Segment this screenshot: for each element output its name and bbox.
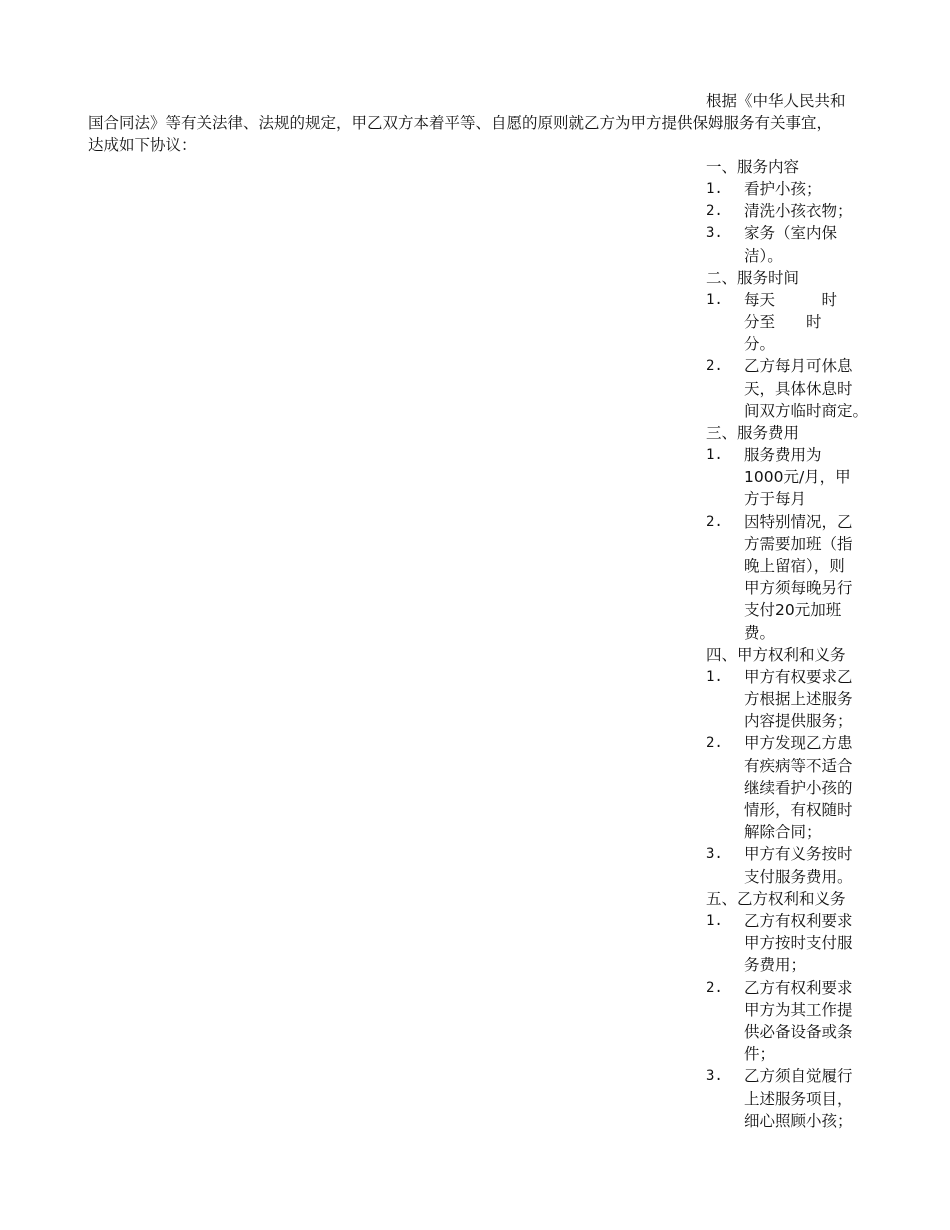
intro-paragraph	[88, 112, 878, 156]
item-text	[744, 444, 876, 511]
item-number: 1.	[706, 668, 723, 685]
section-heading: 五、乙方权利和义务	[706, 889, 846, 908]
item-line: 有疾病等不适合	[744, 756, 853, 775]
item-line: 分。	[744, 335, 776, 354]
item-text	[744, 910, 876, 977]
item-line: 内容提供服务；	[744, 712, 853, 731]
item-number: 2.	[706, 513, 723, 530]
item-text	[744, 222, 876, 266]
intro-first-line: 根据《中华人民共和	[706, 92, 846, 110]
item-number: 3.	[706, 1068, 723, 1085]
item-line: 服务费用为	[744, 446, 822, 465]
item-text	[744, 977, 876, 1066]
item-number: 2.	[706, 203, 723, 220]
section-heading: 四、甲方权利和义务	[706, 645, 846, 664]
list-item	[706, 1065, 876, 1132]
item-line: 甲方有权要求乙	[744, 667, 853, 686]
item-text	[744, 511, 876, 644]
item-number: 1.	[706, 291, 723, 308]
intro-line: 达成如下协议：	[88, 136, 197, 154]
item-number: 3.	[706, 846, 723, 863]
item-number: 3.	[706, 225, 723, 242]
item-line: 天，具体休息时	[744, 379, 853, 398]
item-line: 分至 时	[744, 313, 822, 332]
list-item	[706, 178, 876, 200]
item-line: 因特别情况，乙	[744, 512, 853, 531]
item-line: 甲方有义务按时	[744, 845, 853, 864]
item-text	[744, 289, 876, 356]
list-item	[706, 289, 876, 356]
contract-clauses	[706, 156, 876, 1132]
item-line: 乙方须自觉履行	[744, 1067, 853, 1086]
item-number: 2.	[706, 735, 723, 752]
item-line: 支付服务费用。	[744, 867, 853, 886]
item-line: 上述服务项目，	[744, 1089, 853, 1108]
item-line: 洁）。	[744, 246, 783, 265]
item-line: 务费用；	[744, 956, 807, 975]
item-line: 甲方为其工作提	[744, 1000, 853, 1019]
item-line: 家务（室内保	[744, 224, 838, 243]
list-item	[706, 355, 876, 422]
item-line: 乙方有权利要求	[744, 978, 853, 997]
item-line: 甲方发现乙方患	[744, 734, 853, 753]
item-line: 1000元/月，甲	[744, 468, 851, 487]
item-text	[744, 178, 876, 200]
item-line: 甲方按时支付服	[744, 934, 853, 953]
list-item	[706, 843, 876, 887]
item-number: 1.	[706, 447, 723, 464]
item-line: 解除合同；	[744, 823, 822, 842]
item-text	[744, 843, 876, 887]
item-line: 乙方每月可休息	[744, 357, 853, 376]
item-line: 甲方须每晚另行	[744, 579, 853, 598]
item-line: 间双方临时商定。	[744, 401, 869, 420]
item-line: 每天 时	[744, 290, 838, 309]
item-line: 方根据上述服务	[744, 690, 853, 709]
item-line: 看护小孩；	[744, 180, 822, 198]
item-line: 乙方有权利要求	[744, 911, 853, 930]
item-line: 方需要加班（指	[744, 534, 853, 553]
list-item	[706, 511, 876, 644]
item-line: 细心照顾小孩；	[744, 1111, 853, 1130]
item-text	[744, 732, 876, 843]
item-line: 费。	[744, 623, 776, 642]
item-line: 供必备设备或条	[744, 1022, 853, 1041]
list-item	[706, 910, 876, 977]
list-item	[706, 444, 876, 511]
item-number: 2.	[706, 979, 723, 996]
list-item	[706, 200, 876, 222]
item-text	[744, 200, 876, 222]
item-line: 支付20元加班	[744, 601, 842, 620]
item-line: 件；	[744, 1045, 776, 1064]
item-line: 方于每月	[744, 490, 807, 509]
list-item	[706, 977, 876, 1066]
item-number: 2.	[706, 358, 723, 375]
item-number: 1.	[706, 181, 723, 197]
item-line: 继续看护小孩的	[744, 778, 853, 797]
section-heading: 二、服务时间	[706, 268, 800, 287]
section-heading: 三、服务费用	[706, 424, 800, 443]
section-heading: 一、服务内容	[706, 158, 800, 176]
item-text	[744, 1065, 876, 1132]
item-line: 晚上留宿），则	[744, 557, 845, 576]
list-item	[706, 666, 876, 733]
item-number: 1.	[706, 912, 723, 929]
item-text	[744, 355, 876, 422]
list-item	[706, 732, 876, 843]
item-line: 清洗小孩衣物；	[744, 202, 853, 221]
item-line: 情形，有权随时	[744, 801, 853, 820]
list-item	[706, 222, 876, 266]
intro-line: 国合同法》等有关法律、法规的规定，甲乙双方本着平等、自愿的原则就乙方为甲方提供保姆服务有关事宜，	[88, 114, 833, 132]
item-text	[744, 666, 876, 733]
